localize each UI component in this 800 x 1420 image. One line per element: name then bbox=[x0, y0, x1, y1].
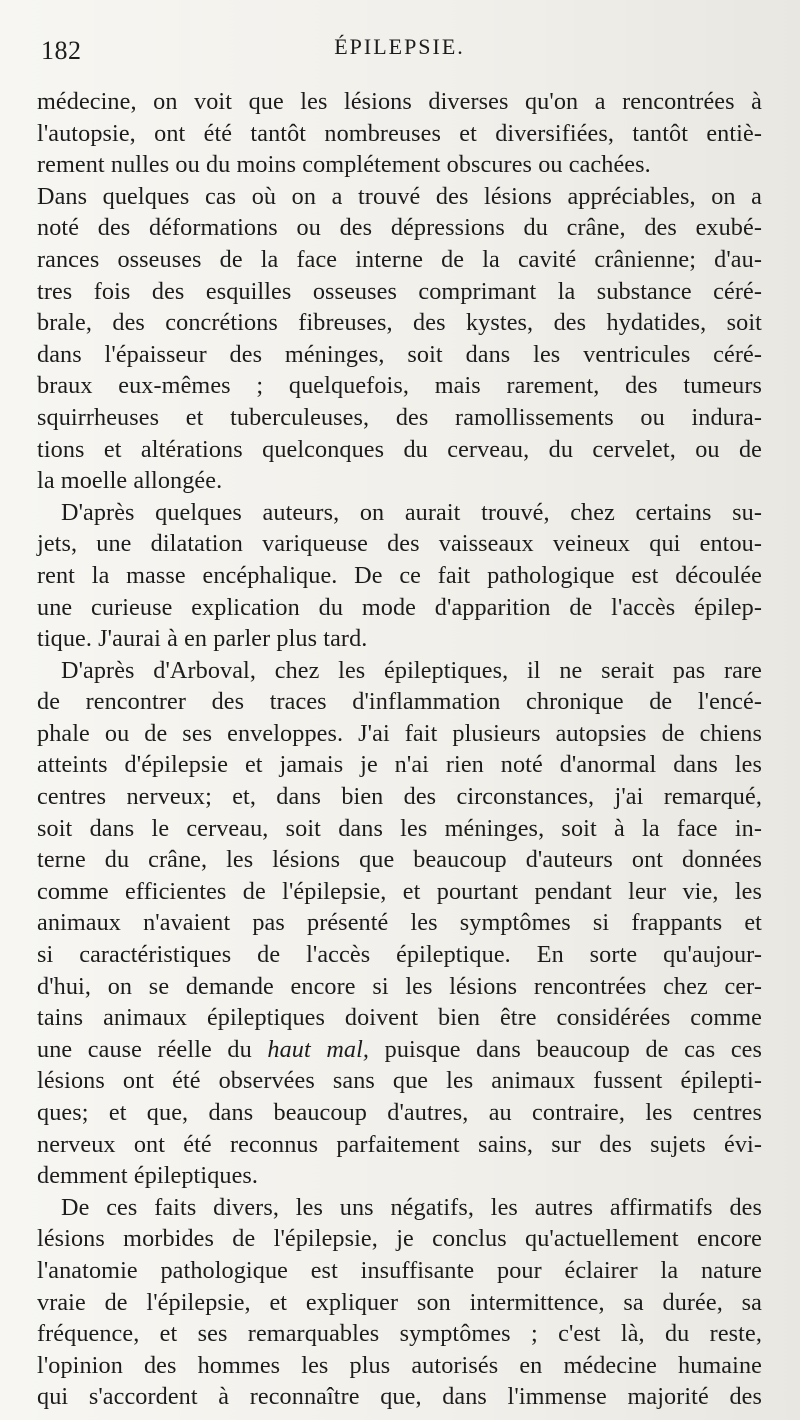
text-line: terne du crâne, les lésions que beaucoup d'auteurs ont données bbox=[37, 846, 762, 874]
text-line: vraie de l'épilepsie, et expliquer son intermittence, sa durée, sa bbox=[37, 1288, 762, 1316]
text-line: d'hui, on se demande encore si les lésions rencontrées chez cer- bbox=[37, 972, 762, 1000]
text-line: de rencontrer des traces d'inflammation chronique de l'encé- bbox=[37, 688, 762, 716]
text-line: animaux n'avaient pas présenté les symptômes si frappants et bbox=[37, 909, 762, 937]
text-line: phale ou de ses enveloppes. J'ai fait plusieurs autopsies de chiens bbox=[37, 719, 762, 747]
text-line: jets, une dilatation variqueuse des vaisseaux veineux qui entou- bbox=[37, 530, 762, 558]
text-line: tains animaux épileptiques doivent bien être considérées comme bbox=[37, 1004, 762, 1032]
text-line: squirrheuses et tuberculeuses, des ramollissements ou indura- bbox=[37, 403, 762, 431]
text-line: D'après quelques auteurs, on aurait trouvé, chez certains su- bbox=[61, 498, 762, 526]
text-line: l'anatomie pathologique est insuffisante pour éclairer la nature bbox=[37, 1256, 762, 1284]
text-line: une curieuse explication du mode d'apparition de l'accès épilep- bbox=[37, 593, 762, 621]
text-line: tres fois des esquilles osseuses comprimant la substance céré- bbox=[37, 277, 762, 305]
text-line: qui s'accordent à reconnaître que, dans l'immense majorité des bbox=[37, 1383, 762, 1411]
page-header bbox=[37, 30, 762, 86]
text-line: atteints d'épilepsie et jamais je n'ai rien noté d'anormal dans les bbox=[37, 751, 762, 779]
text-line: si caractéristiques de l'accès épileptique. En sorte qu'aujour- bbox=[37, 941, 762, 969]
text-line: lésions morbides de l'épilepsie, je conclus qu'actuellement encore bbox=[37, 1225, 762, 1253]
text-line: rement nulles ou du moins complétement obscures ou cachées. bbox=[37, 151, 651, 179]
text-line: rent la masse encéphalique. De ce fait pathologique est découlée bbox=[37, 561, 762, 589]
text-line: une cause réelle du haut mal, puisque dans beaucoup de cas ces bbox=[37, 1035, 762, 1063]
text-line: tique. J'aurai à en parler plus tard. bbox=[37, 625, 368, 653]
text-line: médecine, on voit que les lésions diverses qu'on a rencontrées à bbox=[37, 88, 762, 115]
text-line: De ces faits divers, les uns négatifs, les autres affirmatifs des bbox=[61, 1193, 762, 1221]
text-line: noté des déformations ou des dépressions du crâne, des exubé- bbox=[37, 214, 762, 242]
text-line: demment épileptiques. bbox=[37, 1162, 259, 1190]
body-text bbox=[37, 86, 762, 1413]
text-line: rances osseuses de la face interne de la cavité crânienne; d'au- bbox=[37, 245, 762, 273]
text-line: lésions ont été observées sans que les animaux fussent épilepti- bbox=[37, 1067, 762, 1095]
text-line: soit dans le cerveau, soit dans les méninges, soit à la face in- bbox=[37, 814, 762, 842]
text-line: brale, des concrétions fibreuses, des kystes, des hydatides, soit bbox=[37, 309, 762, 337]
text-line: braux eux-mêmes ; quelquefois, mais rarement, des tumeurs bbox=[37, 372, 762, 400]
text-line: tions et altérations quelconques du cerveau, du cervelet, ou de bbox=[37, 435, 762, 463]
text-line: D'après d'Arboval, chez les épileptiques, il ne serait pas rare bbox=[61, 656, 762, 684]
text-line: ques; et que, dans beaucoup d'autres, au contraire, les centres bbox=[37, 1099, 762, 1126]
page-number: 182 bbox=[41, 36, 82, 65]
text-line: fréquence, et ses remarquables symptômes ; c'est là, du reste, bbox=[37, 1320, 762, 1348]
text-line: comme efficientes de l'épilepsie, et pourtant pendant leur vie, les bbox=[37, 877, 762, 905]
text-line: l'opinion des hommes les plus autorisés en médecine humaine bbox=[37, 1351, 762, 1379]
text-line: l'autopsie, ont été tantôt nombreuses et diversifiées, tantôt entiè- bbox=[37, 119, 762, 147]
text-line: nerveux ont été reconnus parfaitement sains, sur des sujets évi- bbox=[37, 1130, 762, 1158]
text-line: Dans quelques cas où on a trouvé des lésions appréciables, on a bbox=[37, 182, 762, 210]
text-line: dans l'épaisseur des méninges, soit dans les ventricules céré- bbox=[37, 340, 762, 368]
text-line: centres nerveux; et, dans bien des circonstances, j'ai remarqué, bbox=[37, 783, 762, 811]
text-line: la moelle allongée. bbox=[37, 467, 223, 495]
running-head: ÉPILEPSIE. bbox=[334, 34, 465, 59]
